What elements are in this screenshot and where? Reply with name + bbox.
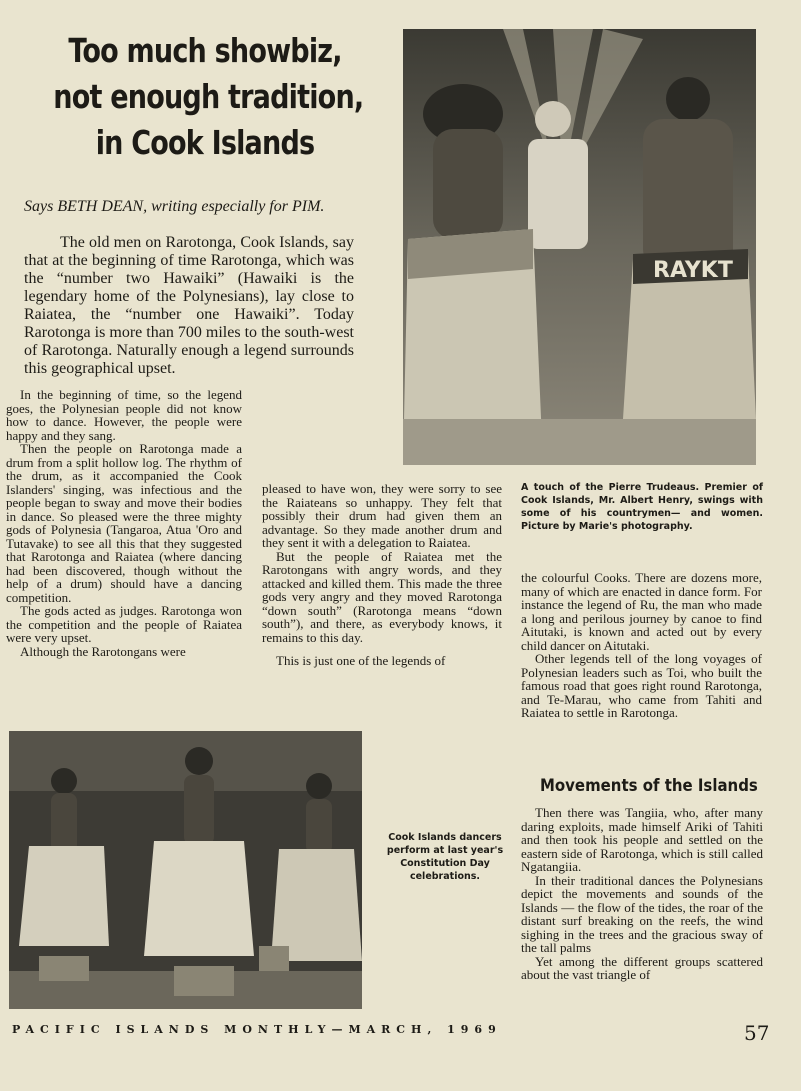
caption-premier-photo: A touch of the Pierre Trudeaus. Premier of Cook Islands, Mr. Albert Henry, swings with some of his countrymen— and women. Picture by Marie's photography.	[521, 482, 763, 532]
paragraph: In their traditional dances the Polynesians depict the movements and sounds of the Islands — the flow of the tides, the roar of the distant surf breaking on the reefs, the wind sighing in the trees and the gracious sway of the tall palms	[521, 872, 763, 955]
paragraph: the colourful Cooks. There are dozens more, many of which are enacted in dance form. For instance the legend of Ru, the man who made a long and perilous journey by canoe to find Aitutaki, is known and acted out by every child dancer on Aitutaki.	[521, 570, 762, 653]
paragraph: pleased to have won, they were sorry to see the Raiateans so unhappy. They felt that possibly their drum had given them an advantage. So they made another drum and they sent it with a delegation to Raiatea.	[262, 481, 502, 550]
paragraph: Other legends tell of the long voyages of Polynesian leaders such as Toi, who built the famous road that goes right round Rarotonga, and Te-Marau, who came from Tahiti and Raiatea to settle in Rarotonga.	[521, 651, 762, 720]
paragraph: Yet among the different groups scattered about the vast triangle of	[521, 953, 763, 982]
paragraph: But the people of Raiatea met the Rarotongans with angry words, and they attacked and killed them. This made the three gods very angry and they moved Rarotonga “down south” (Rarotonga means “down south”), and there, as everybody knows, it remains to this day.	[262, 548, 502, 645]
article-column-3	[521, 571, 762, 720]
photo-premier-dancing	[403, 29, 756, 465]
skirt-lettering: RAYKT	[653, 258, 733, 283]
photo-cook-islands-dancers	[9, 731, 362, 1009]
paragraph: In the beginning of time, so the legend goes, the Polynesian people did not know how to dance. However, the people were happy and they sang.	[6, 387, 242, 443]
paragraph: Then there was Tangiia, who, after many daring exploits, made himself Ariki of Tahiti and then took his people and settled on the eastern side of Rarotonga, which is still called Ngatangiia.	[521, 805, 763, 874]
paragraph: Then the people on Rarotonga made a drum from a split hollow log. The rhythm of the drum, as it accompanied the Cook Islanders' singing, was infectious and the people began to sway and move their bodies in dance. So pleased were the three mighty gods of Polynesia (Tangaroa, Atua 'Oro and Tutavake) to see all this that they suggested that Rarotonga and Raiatea (where dancing had been discovered, though without the help of a drum) should have a dancing competition.	[6, 441, 242, 605]
paragraph: This is just one of the legends of	[276, 653, 446, 668]
intro-paragraph: The old men on Rarotonga, Cook Islands, say that at the beginning of time Rarotonga, which was the “number two Hawaiki” (Hawaiki is the legendary home of the Polynesians), lay close to Raiatea, the “number one Hawaiki”. Today Rarotonga is more than 700 miles to the south-west of Rarotonga. Naturally enough a legend surrounds this geographical upset.	[24, 234, 354, 377]
page-number: 57	[744, 1021, 770, 1045]
byline: Says BETH DEAN, writing especially for PIM.	[24, 198, 325, 215]
article-column-2	[262, 482, 502, 668]
headline-line-2: not enough tradition,	[53, 77, 364, 116]
paragraph: The gods acted as judges. Rarotonga won the competition and the people of Raiatea were very upset.	[6, 603, 242, 645]
paragraph: Although the Rarotongans were	[20, 643, 186, 659]
article-column-3-continued	[521, 806, 763, 982]
headline-line-3: in Cook Islands	[95, 123, 315, 162]
headline-line-1: Too much showbiz,	[68, 31, 342, 70]
headline	[53, 28, 364, 166]
article-column-1	[6, 388, 242, 658]
caption-dancers-photo: Cook Islands dancers perform at last year's Constitution Day celebrations.	[386, 832, 504, 882]
footer-publication: PACIFIC ISLANDS MONTHLY—MARCH, 1969	[12, 1023, 502, 1036]
subheading: Movements of the Islands	[540, 776, 758, 796]
